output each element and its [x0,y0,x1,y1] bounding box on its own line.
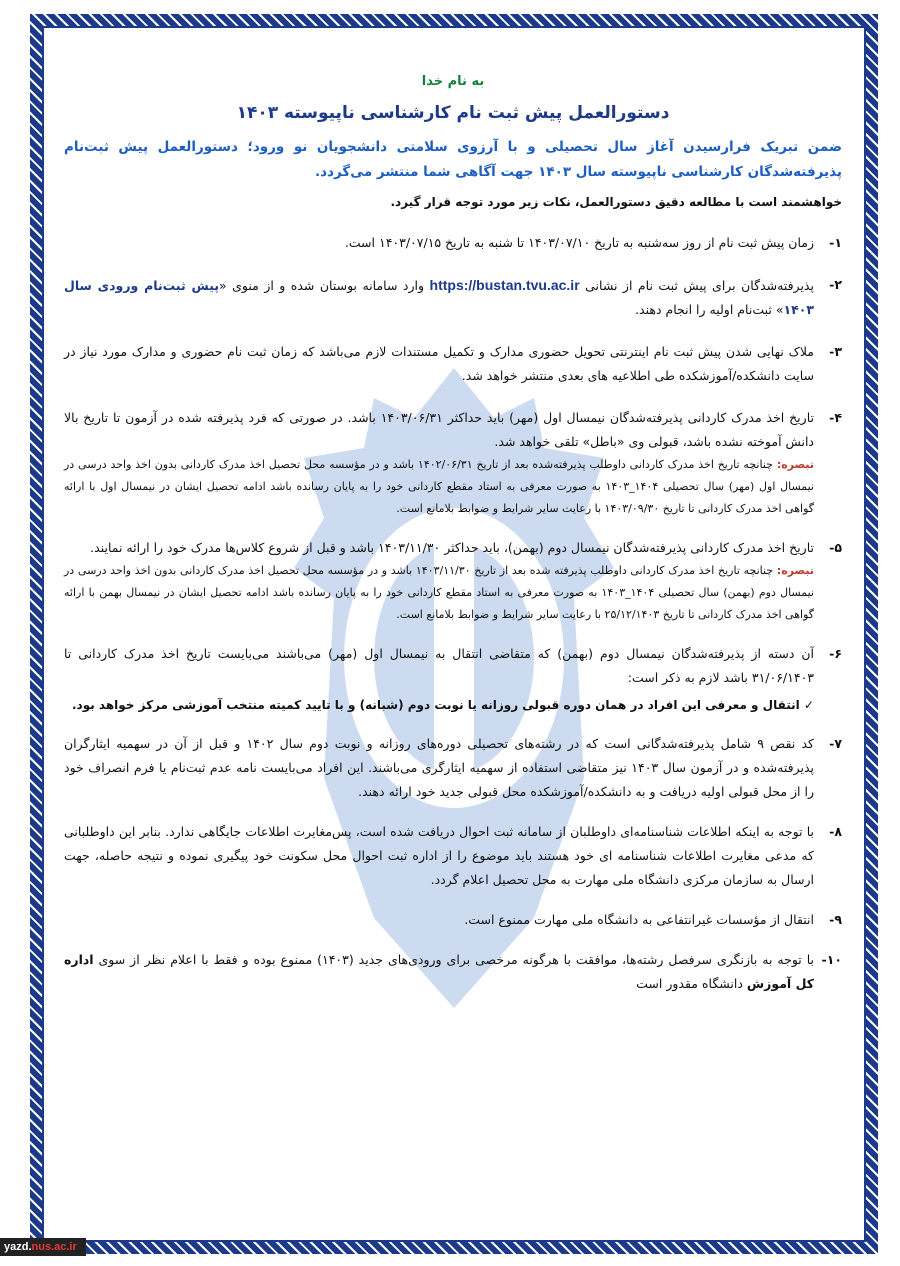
item-text: آن دسته از پذیرفته‌شدگان نیمسال دوم (بهمن) که متقاضی انتقال به نیمسال اول (مهر) می‌باشند می‌بایست تاریخ اخذ مدرک کاردانی تا ۳۱/۰۶/۱۴۰۳ باشد لازم به ذکر است: [64,646,814,685]
note-label: تبصره: [776,458,815,471]
item-text-part: پذیرفته‌شدگان برای پیش ثبت نام از نشانی [585,278,814,293]
item-number: ۳- [829,344,842,359]
bustan-link[interactable]: https://bustan.tvu.ac.ir [429,277,580,293]
bismillah: به نام خدا [421,74,485,89]
item-number: ۱- [829,235,842,250]
site-prefix: yazd. [4,1241,32,1253]
item-number: ۲- [829,277,842,292]
note-text: چنانچه تاریخ اخذ مدرک کاردانی داوطلب پذیرفته شده بعد از تاریخ ۱۴۰۳/۱۱/۳۰ باشد و در مؤسسه محل تحصیل اخذ مدرک کاردانی بدون اخذ واحد درسی در نیمسال دوم (بهمن) سال تحصیلی ۱۴۰۴_۱۴۰۳ به صورت معرفی به استاد مقطع کاردانی خود را به پایان رسانده باشد ادامه تحصیل ایشان در نیمسال بهمن با ارائه گواهی اخذ مدرک کاردانی تا تاریخ ۲۵/۱۲/۱۴۰۳ با رعایت سایر شرایط و ضوابط بلامانع است. [64,564,814,621]
item-number: ۷- [829,736,842,751]
list-item [64,536,842,560]
item-text: تاریخ اخذ مدرک کاردانی پذیرفته‌شدگان نیمسال دوم (بهمن)، باید حداکثر ۱۴۰۳/۱۱/۳۰ باشد و قبل از شروع کلاس‌ها مدرک خود را ارائه نمایند. [90,540,814,555]
list-item [64,820,842,892]
item-text [64,948,814,996]
item-number: ۵- [829,540,842,555]
intro-paragraph: ضمن تبریک فرارسیدن آغاز سال تحصیلی و با آرزوی سلامتی دانشجویان نو ورود؛ دستورالعمل پیش ثبت‌نام پذیرفته‌شدگان کارشناسی ناپیوسته سال ۱۴۰۳ جهت آگاهی شما منتشر می‌گردد. [64,139,842,180]
list-item [64,732,842,804]
item-number: ۹- [829,912,842,927]
list-item [64,231,842,255]
page-title: دستورالعمل پیش ثبت نام کارشناسی ناپیوسته ۱۴۰۳ [236,103,670,123]
item-text: کد نقص ۹ شامل پذیرفته‌شدگانی است که در رشته‌های تحصیلی دوره‌های روزانه و نوبت دوم سال ۱۴۰۲ و قبل از آن در سهمیه ایثارگران پذیرفته‌شده و در آزمون سال ۱۴۰۳ نیز متقاضی استفاده از سهمیه ایثارگری می‌باشند. این افراد می‌بایست نامه عدم ثبت‌نام یا فرم انصراف خود را از محل قبولی اولیه دریافت و به دانشکده/آموزشکده محل قبولی جدید خود ارائه دهند. [64,736,815,799]
list-item [64,340,842,388]
list-item [64,948,842,996]
document-page [42,26,866,1242]
item-number: ۶- [829,646,842,661]
list-item [64,273,842,322]
item-text: انتقال از مؤسسات غیرانتفاعی به دانشگاه ملی مهارت ممنوع است. [464,912,814,927]
decorative-frame [30,14,878,1254]
item-text: تاریخ اخذ مدرک کاردانی پذیرفته‌شدگان نیمسال اول (مهر) باید حداکثر ۱۴۰۳/۰۶/۳۱ باشد. در صورتی که فرد پذیرفته شده در آزمون تا تاریخ بالا دانش آموخته نشده باشد، قبولی وی «باطل» تلقی خواهد شد. [64,410,814,449]
site-domain: nus.ac.ir [31,1241,77,1253]
item-number: ۴- [829,410,842,425]
item-number: ۸- [829,824,842,839]
note-label: تبصره: [776,564,814,577]
menu-name: پیش ثبت‌نام ورودی سال ۱۴۰۳ [64,278,814,317]
list-item [64,908,842,932]
request-line: خواهشمند است با مطالعه دقیق دستورالعمل، نکات زیر مورد توجه قرار گیرد. [390,195,842,209]
source-site-tag[interactable] [0,1238,86,1256]
document-content [64,74,842,996]
item-text-part: با توجه به بازنگری سرفصل رشته‌ها، موافقت با هرگونه مرخصی برای ورودی‌های جدید (۱۴۰۳) ممنوع بوده و فقط با اعلام نظر از سوی [98,952,814,967]
item-text: با توجه به اینکه اطلاعات شناسنامه‌ای داوطلبان از سامانه ثبت احوال دریافت شده است، پس‌مغایرت اطلاعات جایگاهی ندارد. بنابر این داوطلبانی که مدعی مغایرت اطلاعات شناسنامه ای خود هستند باید موضوع را از اداره ثبت احوال محل سکونت خود پیگیری نموده و نتیجه حاصله، جهت ارسال به سازمان مرکزی دانشگاه ملی مهارت به محل تحصیل اعلام گردد. [64,824,814,887]
item-text-part: » ثبت‌نام اولیه را انجام دهند. [635,302,784,317]
list-item [64,406,842,454]
item-text-part: وارد سامانه بوستان شده و از منوی « [219,278,425,293]
note-text: چنانچه تاریخ اخذ مدرک کاردانی داوطلب پذیرفته‌شده بعد از تاریخ ۱۴۰۲/۰۶/۳۱ باشد و در مؤسسه محل تحصیل اخذ مدرک کاردانی بدون اخذ واحد درسی در نیمسال اول (مهر) سال تحصیلی ۱۴۰۴_۱۴۰۳ به صورت معرفی به استاد مقطع کاردانی خود را به پایان رسانده باشد ادامه تحصیل ایشان در نیمسال اول با ارائه گواهی اخذ مدرک کاردانی تا تاریخ ۱۴۰۳/۰۹/۳۰ با رعایت سایر شرایط و ضوابط بلامانع است. [64,458,814,515]
note-paragraph [64,454,814,520]
check-item: ✓ انتقال و معرفی این افراد در همان دوره قبولی روزانه یا نوبت دوم (شبانه) و با تایید کمیته منتخب آموزشی مرکز خواهد بود. [71,698,814,712]
list-item [64,642,842,690]
item-text: ملاک نهایی شدن پیش ثبت نام اینترنتی تحویل حضوری مدارک و تکمیل مستندات لازم می‌باشد که زمان ثبت نام حضوری و مدارک مورد نیاز در سایت دانشکده/آموزشکده طی اطلاعیه های بعدی منتشر خواهد شد. [64,344,814,383]
item-text [64,273,814,322]
office-name: اداره کل آموزش [64,952,814,991]
item-text: زمان پیش ثبت نام از روز سه‌شنبه به تاریخ ۱۴۰۳/۰۷/۱۰ تا شنبه به تاریخ ۱۴۰۳/۰۷/۱۵ است. [344,235,814,250]
item-number: ۱۰- [821,952,842,967]
note-paragraph [64,560,814,626]
item-text-part: دانشگاه مقدور است [636,976,743,991]
